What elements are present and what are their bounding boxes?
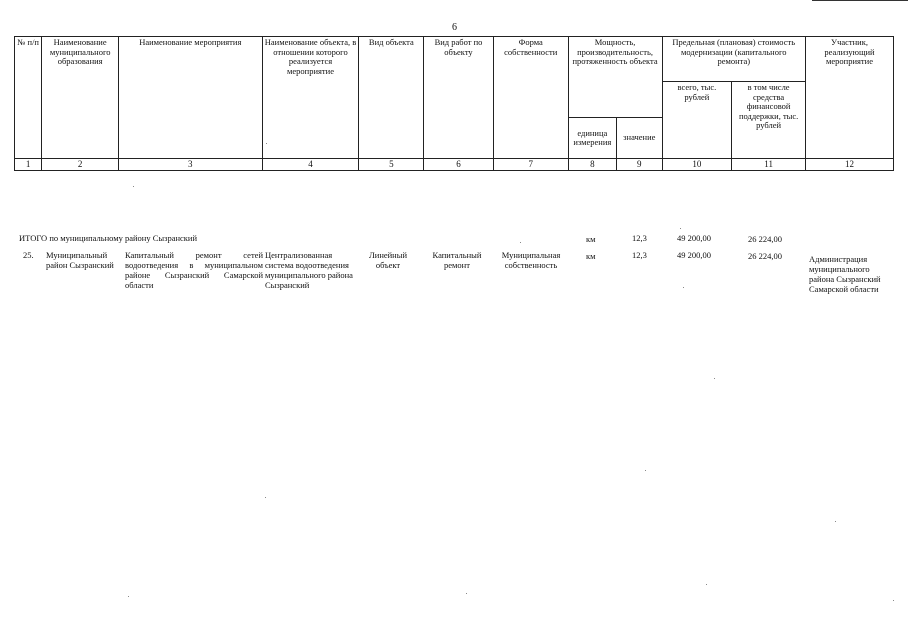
col-number: 12 xyxy=(806,159,894,171)
page-number: 6 xyxy=(452,22,457,33)
header-col-ownership: Форма собственности xyxy=(493,37,568,159)
header-col-value: значение xyxy=(617,118,662,159)
row-measure: Капитальный ремонт сетей водоотведения в муниципальном районе Сызранский Самарской области xyxy=(125,250,263,290)
row-ownership: Муниципальная собственность xyxy=(501,250,561,270)
col-number: 11 xyxy=(732,159,806,171)
total-cost: 49 200,00 xyxy=(677,233,711,243)
header-col-participant: Участник, реализующий мероприятие xyxy=(806,37,894,159)
col-number: 4 xyxy=(262,159,359,171)
col-number: 2 xyxy=(42,159,119,171)
col-number: 10 xyxy=(662,159,732,171)
header-col-measure: Наименование мероприятия xyxy=(119,37,262,159)
row-value: 12,3 xyxy=(632,250,647,260)
row-object: Централизованная система водоотведения муниципального района Сызранский xyxy=(265,250,353,290)
row-unit: км xyxy=(586,251,596,261)
scan-speck xyxy=(466,593,467,594)
row-total-cost: 49 200,00 xyxy=(677,250,711,260)
header-table xyxy=(14,36,894,171)
col-number: 7 xyxy=(493,159,568,171)
header-col-total-cost: всего, тыс. рублей xyxy=(662,82,732,159)
scan-speck xyxy=(128,596,129,597)
total-unit: км xyxy=(586,234,596,244)
col-number: 6 xyxy=(424,159,494,171)
header-col-capacity-group: Мощность, производительность, протяженность объекта xyxy=(568,37,662,118)
scan-speck xyxy=(714,378,715,379)
header-col-municipality: Наименование муниципального образования xyxy=(42,37,119,159)
header-col-num: № п/п xyxy=(15,37,42,159)
row-participant: Администрация муниципального района Сызранский Самарской области xyxy=(809,254,881,294)
total-support: 26 224,00 xyxy=(748,234,782,244)
scan-speck xyxy=(835,521,836,522)
scan-speck xyxy=(133,186,134,187)
scan-speck xyxy=(645,470,646,471)
col-number: 8 xyxy=(568,159,616,171)
scan-speck xyxy=(680,228,681,229)
header-col-object-type: Вид объекта xyxy=(359,37,424,159)
header-col-unit: единица измерения xyxy=(568,118,616,159)
col-number: 5 xyxy=(359,159,424,171)
row-work-type: Капитальный ремонт xyxy=(432,250,482,270)
scan-speck xyxy=(266,143,267,144)
header-col-cost-group: Предельная (плановая) стоимость модернизации (капитального ремонта) xyxy=(662,37,805,82)
col-number: 3 xyxy=(119,159,262,171)
scan-speck xyxy=(520,242,521,243)
total-label: ИТОГО по муниципальному району Сызранский xyxy=(19,233,198,243)
scan-speck xyxy=(893,600,894,601)
header-col-support: в том числе средства финансовой поддержки, тыс. рублей xyxy=(732,82,806,159)
scan-speck xyxy=(706,584,707,585)
header-col-work-type: Вид работ по объекту xyxy=(424,37,494,159)
scan-speck xyxy=(265,497,266,498)
col-number: 9 xyxy=(617,159,662,171)
col-number: 1 xyxy=(15,159,42,171)
row-number: 25. xyxy=(23,250,34,260)
corner-rule xyxy=(812,0,908,1)
row-object-type: Линейный объект xyxy=(369,250,407,270)
row-support: 26 224,00 xyxy=(748,251,782,261)
total-value: 12,3 xyxy=(632,233,647,243)
row-municipality: Муниципальный район Сызранский xyxy=(46,250,114,270)
header-col-object: Наименование объекта, в отношении которого реализуется мероприятие xyxy=(262,37,359,159)
scan-speck xyxy=(683,287,684,288)
